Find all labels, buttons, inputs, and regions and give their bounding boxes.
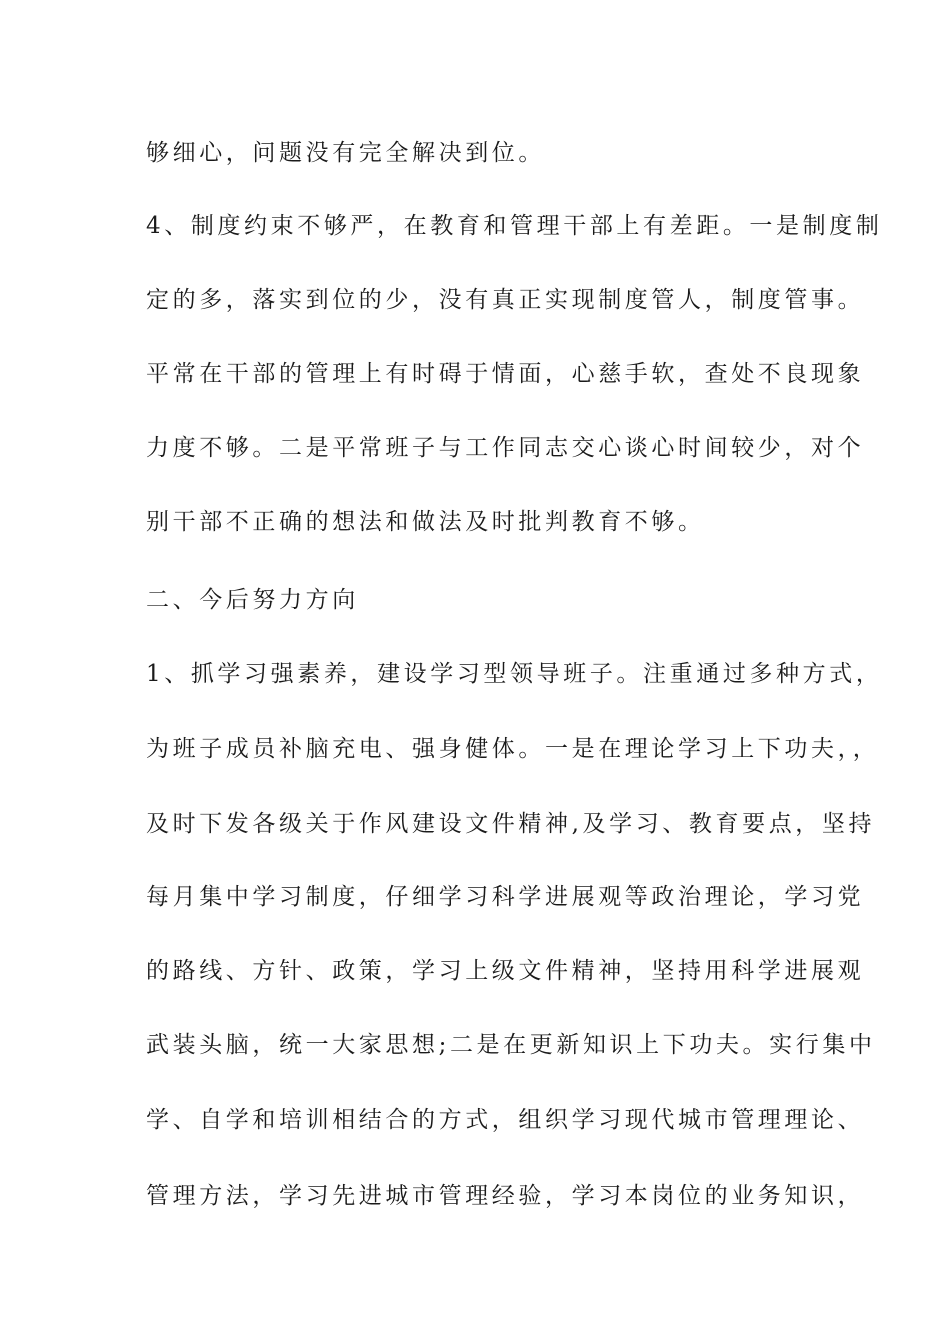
text-line-13: 武装头脑，统一大家思想;二是在更新知识上下功夫。实行集中 xyxy=(146,1032,876,1058)
text-line-3: 定的多，落实到位的少，没有真正实现制度管人，制度管事。 xyxy=(146,287,865,313)
text-line-12: 的路线、方针、政策，学习上级文件精神，坚持用科学进展观 xyxy=(146,958,865,984)
text-line-10: 及时下发各级关于作风建设文件精神,及学习、教育要点，坚持 xyxy=(146,811,876,837)
text-line-15: 管理方法，学习先进城市管理经验，学习本岗位的业务知识， xyxy=(146,1183,865,1209)
text-line-9: 为班子成员补脑充电、强身健体。一是在理论学习上下功夫，， xyxy=(146,736,880,762)
text-line-8: 1、抓学习强素养，建设学习型领导班子。注重通过多种方式， xyxy=(146,661,883,687)
text-line-2: 4、制度约束不够严，在教育和管理干部上有差距。一是制度制 xyxy=(146,213,883,239)
text-line-1: 够细心，问题没有完全解决到位。 xyxy=(146,140,545,166)
text-line-6: 别干部不正确的想法和做法及时批判教育不够。 xyxy=(146,509,705,535)
text-line-14: 学、自学和培训相结合的方式，组织学习现代城市管理理论、 xyxy=(146,1107,865,1133)
text-line-11: 每月集中学习制度，仔细学习科学进展观等政治理论，学习党 xyxy=(146,884,865,910)
text-line-4: 平常在干部的管理上有时碍于情面，心慈手软，查处不良现象 xyxy=(146,361,865,387)
text-line-5: 力度不够。二是平常班子与工作同志交心谈心时间较少，对个 xyxy=(146,435,865,461)
section-heading: 二、今后努力方向 xyxy=(146,587,359,613)
